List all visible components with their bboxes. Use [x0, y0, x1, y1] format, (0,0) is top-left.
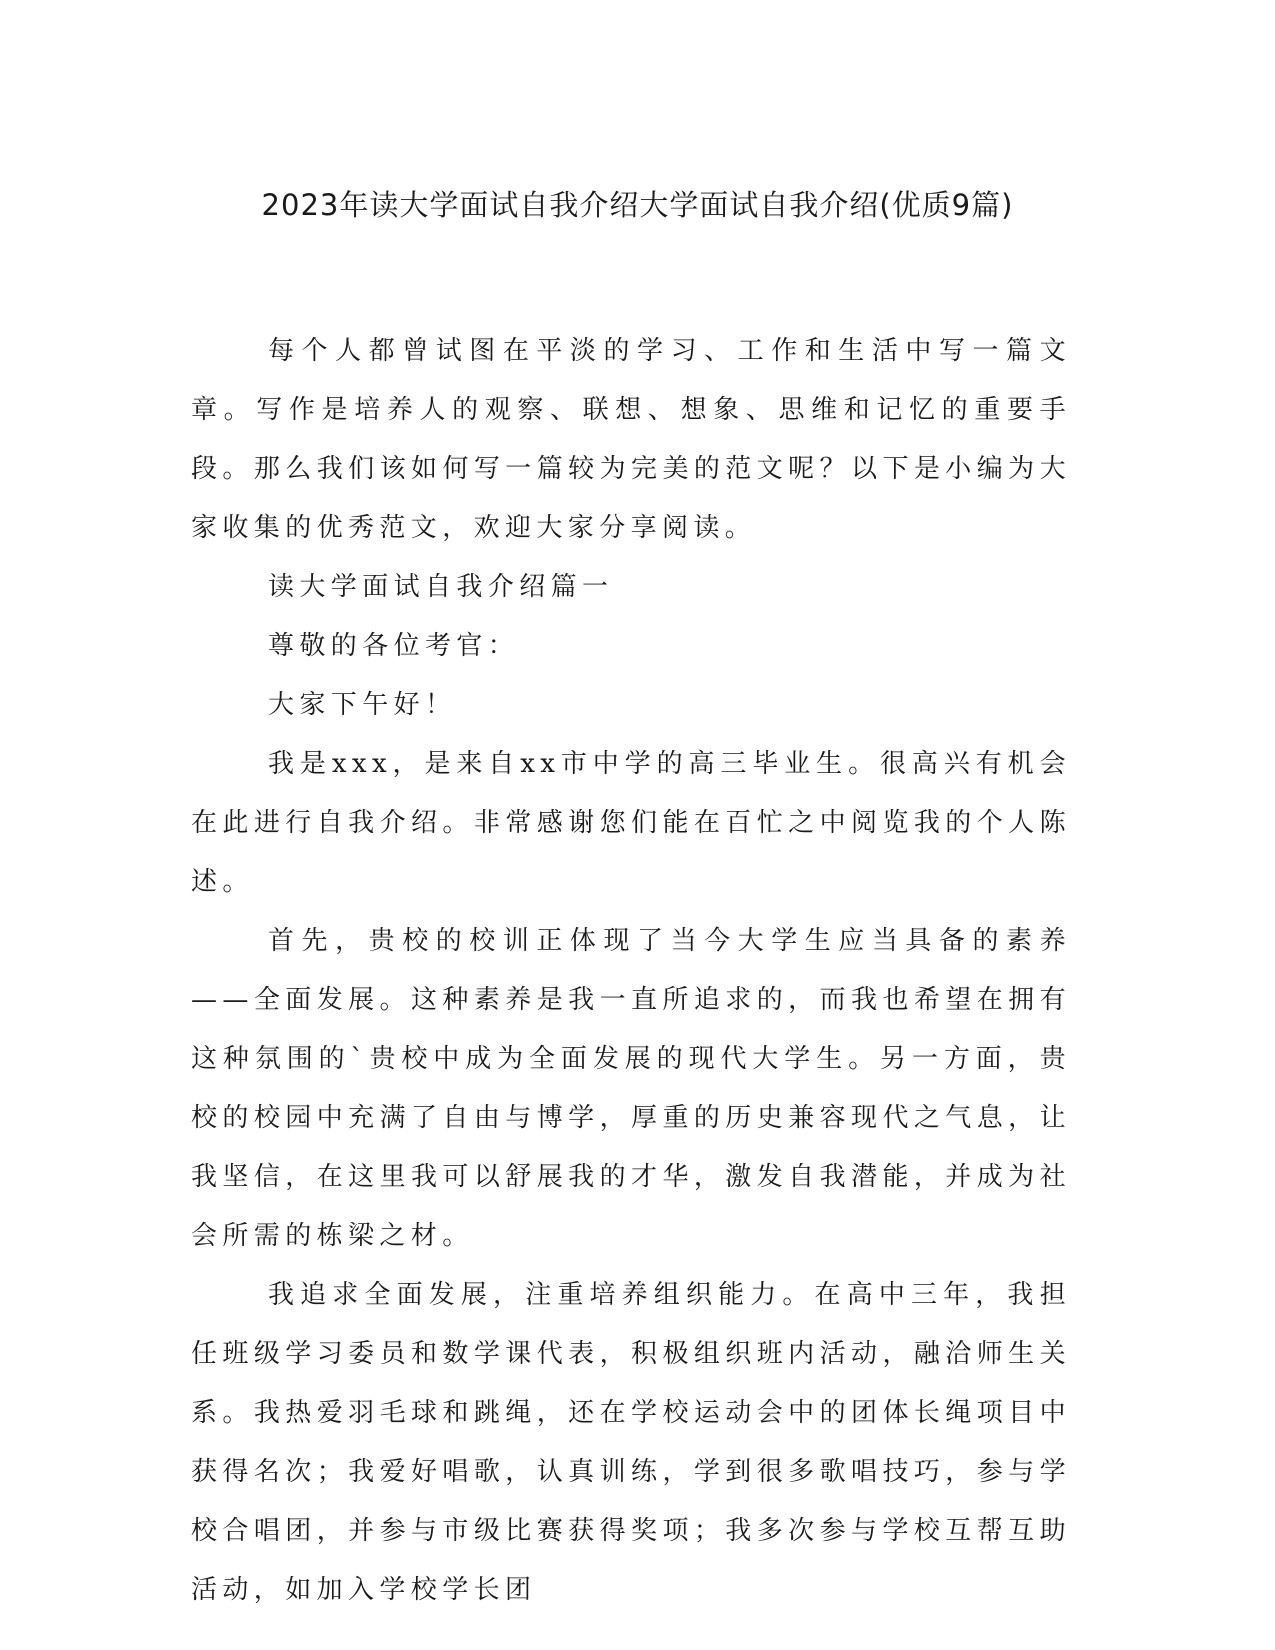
body-paragraph: 我追求全面发展，注重培养组织能力。在高中三年，我担任班级学习委员和数学课代表，积极组织班内活动，融洽师生关系。我热爱羽毛球和跳绳，还在学校运动会中的团体长绳项目中获得名次；我爱好唱歌，认真训练，学到很多歌唱技巧，参与学校合唱团，并参与市级比赛获得奖项；我多次参与学校互帮互助活动，如加入学校学长团 — [191, 1280, 1071, 1605]
salutation: 尊敬的各位考官： — [268, 631, 520, 661]
body-paragraph: 首先，贵校的校训正体现了当今大学生应当具备的素养——全面发展。这种素养是我一直所追求的，而我也希望在拥有这种氛围的`贵校中成为全面发展的现代大学生。另一方面，贵校的校园中充满了自由与博学，厚重的历史兼容现代之气息，让我坚信，在这里我可以舒展我的才华，激发自我潜能，并成为社会所需的栋梁之材。 — [191, 926, 1071, 1251]
document-title: 2023年读大学面试自我介绍大学面试自我介绍(优质9篇) — [261, 188, 1014, 222]
intro-paragraph: 每个人都曾试图在平淡的学习、工作和生活中写一篇文章。写作是培养人的观察、联想、想象、思维和记忆的重要手段。那么我们该如何写一篇较为完美的范文呢？以下是小编为大家收集的优秀范文，欢迎大家分享阅读。 — [191, 336, 1071, 543]
section-heading: 读大学面试自我介绍篇一 — [268, 572, 614, 602]
document-body — [191, 322, 1071, 1620]
greeting: 大家下午好！ — [268, 690, 457, 720]
body-paragraph: 我是xxx，是来自xx市中学的高三毕业生。很高兴有机会在此进行自我介绍。非常感谢您们能在百忙之中阅览我的个人陈述。 — [191, 749, 1071, 897]
